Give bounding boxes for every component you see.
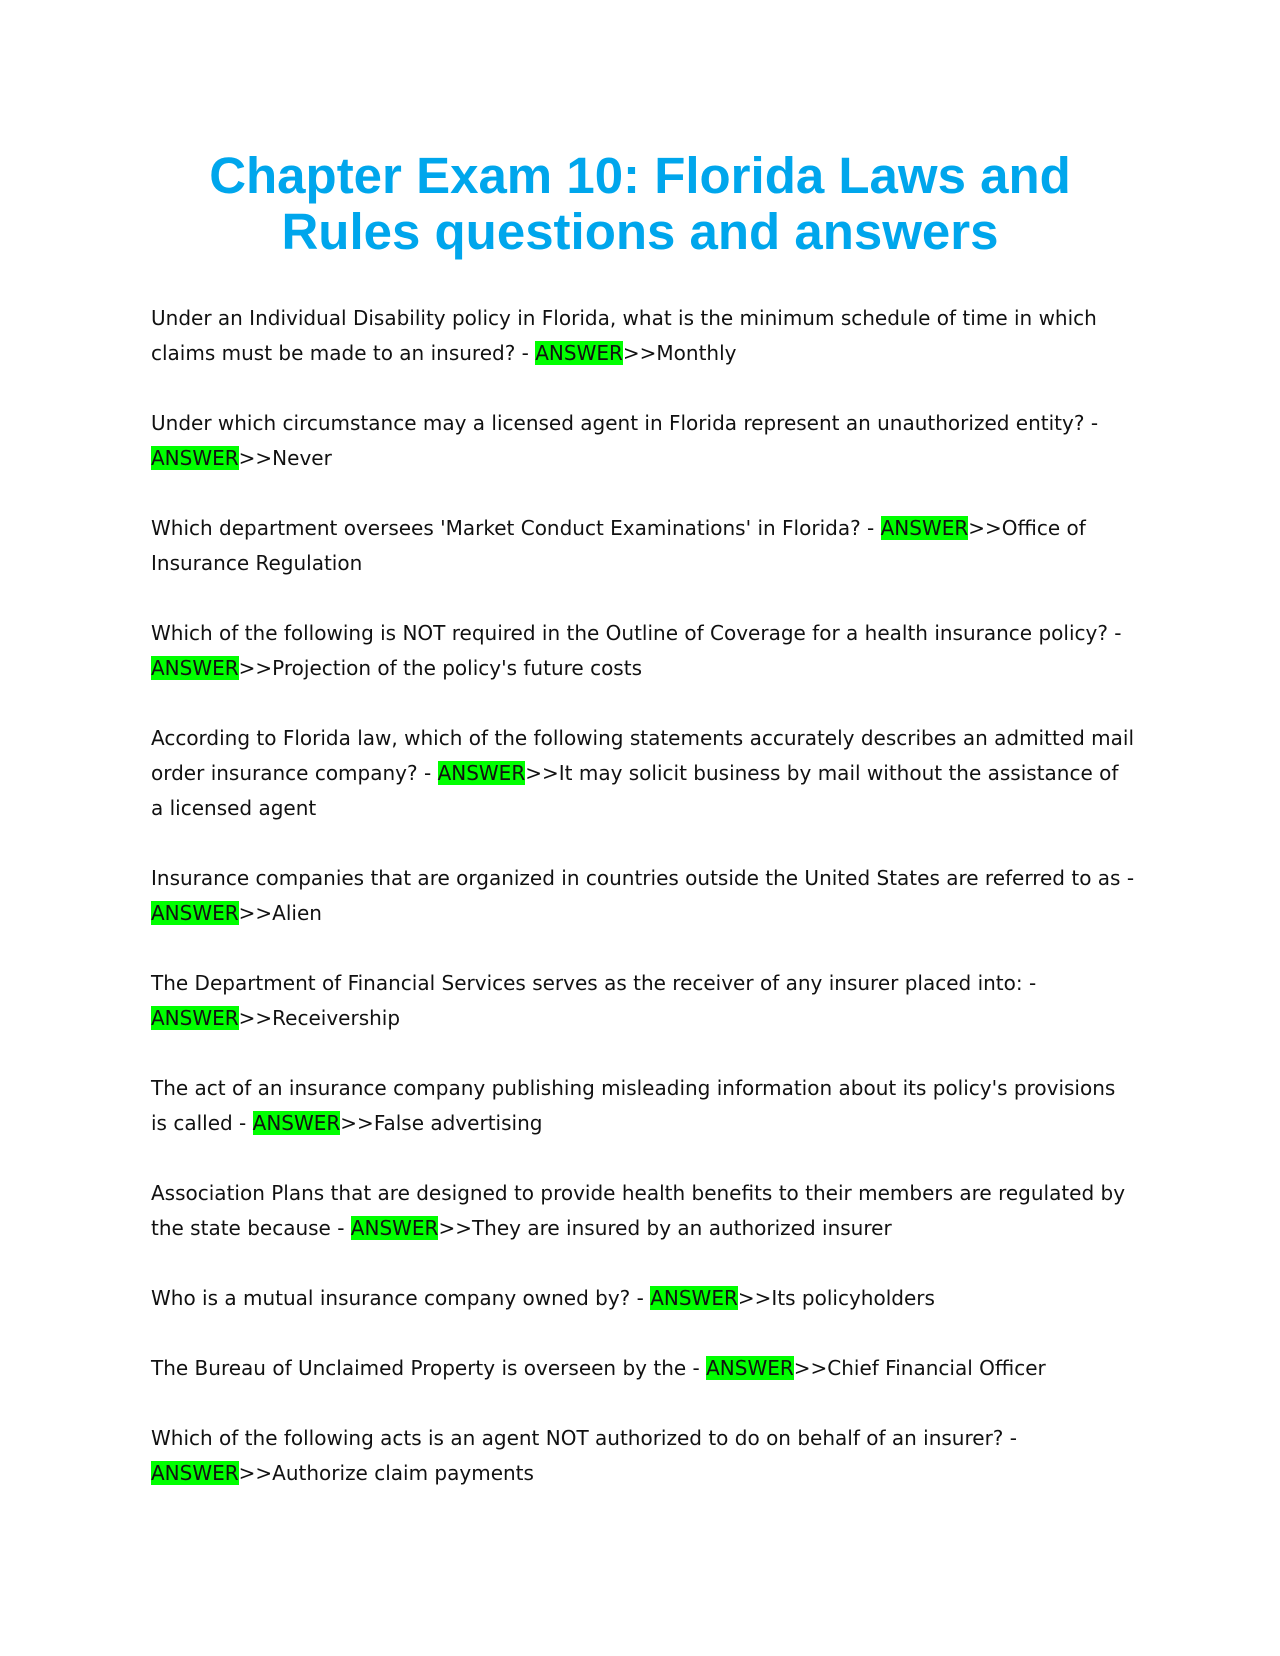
answer-separator: >> <box>622 341 657 365</box>
qa-item <box>151 406 1136 476</box>
answer-separator: >> <box>238 1461 273 1485</box>
document-title: Chapter Exam 10: Florida Laws and Rules questions and answers <box>209 147 1071 260</box>
answer-text: Chief Financial Officer <box>827 1356 1046 1380</box>
answer-text: Alien <box>272 901 322 925</box>
question-text: The Department of Financial Services serves as the receiver of any insurer placed into: - <box>151 971 1037 995</box>
qa-item <box>151 616 1136 686</box>
answer-label: ANSWER <box>151 656 239 680</box>
answer-label: ANSWER <box>151 901 239 925</box>
answer-label: ANSWER <box>252 1111 341 1135</box>
question-text: Association Plans that are designed to provide health benefits to their members are regulated by the state because - <box>151 1181 1126 1240</box>
answer-separator: >> <box>238 656 273 680</box>
qa-item <box>151 1351 1136 1386</box>
answer-label: ANSWER <box>151 1461 239 1485</box>
answer-text: Its policyholders <box>771 1286 935 1310</box>
answer-text: Authorize claim payments <box>272 1461 534 1485</box>
answer-separator: >> <box>737 1286 772 1310</box>
answer-label: ANSWER <box>151 1006 239 1030</box>
answer-separator: >> <box>340 1111 374 1135</box>
question-text: Under which circumstance may a licensed agent in Florida represent an unauthorized entity? - <box>151 411 1099 435</box>
answer-separator: >> <box>238 446 273 470</box>
answer-label: ANSWER <box>437 761 526 785</box>
answer-text: They are insured by an authorized insurer <box>471 1216 892 1240</box>
qa-item <box>151 511 1136 581</box>
question-text: The Bureau of Unclaimed Property is overseen by the - <box>151 1356 707 1380</box>
answer-separator: >> <box>968 516 1002 540</box>
question-text: Insurance companies that are organized in countries outside the United States are referred to as - <box>151 866 1135 890</box>
qa-item <box>151 1421 1136 1491</box>
qa-item <box>151 301 1136 371</box>
answer-label: ANSWER <box>650 1286 738 1310</box>
answer-text: It may solicit business by mail without the assistance of a licensed agent <box>151 761 1119 820</box>
qa-item <box>151 1176 1136 1246</box>
qa-item <box>151 1281 1136 1316</box>
answer-text: Projection of the policy's future costs <box>272 656 642 680</box>
question-text: Under an Individual Disability policy in Florida, what is the minimum schedule of time in which claims must be made to an insured? - <box>151 306 1097 365</box>
answer-label: ANSWER <box>535 341 623 365</box>
question-text: Which department oversees 'Market Conduct Examinations' in Florida? - <box>151 516 881 540</box>
qa-item <box>151 721 1136 826</box>
answer-text: Never <box>272 446 332 470</box>
question-text: According to Florida law, which of the following statements accurately describes an admitted mail order insurance company? - <box>151 726 1135 785</box>
qa-item <box>151 861 1136 931</box>
answer-text: Receivership <box>272 1006 401 1030</box>
qa-list <box>151 301 1136 1526</box>
answer-label: ANSWER <box>880 516 969 540</box>
answer-separator: >> <box>438 1216 472 1240</box>
question-text: Which of the following is NOT required in the Outline of Coverage for a health insurance policy? - <box>151 621 1122 645</box>
answer-separator: >> <box>238 1006 273 1030</box>
answer-label: ANSWER <box>350 1216 439 1240</box>
question-text: Which of the following acts is an agent NOT authorized to do on behalf of an insurer? - <box>151 1426 1017 1450</box>
question-text: Who is a mutual insurance company owned by? - <box>151 1286 651 1310</box>
question-text: The act of an insurance company publishing misleading information about its policy's provisions is called - <box>151 1076 1116 1135</box>
answer-separator: >> <box>793 1356 828 1380</box>
answer-label: ANSWER <box>706 1356 794 1380</box>
qa-item <box>151 1071 1136 1141</box>
answer-text: False advertising <box>373 1111 543 1135</box>
answer-text: Office of Insurance Regulation <box>151 516 1086 575</box>
answer-label: ANSWER <box>151 446 239 470</box>
answer-text: Monthly <box>656 341 737 365</box>
qa-item <box>151 966 1136 1036</box>
answer-separator: >> <box>525 761 559 785</box>
answer-separator: >> <box>238 901 273 925</box>
